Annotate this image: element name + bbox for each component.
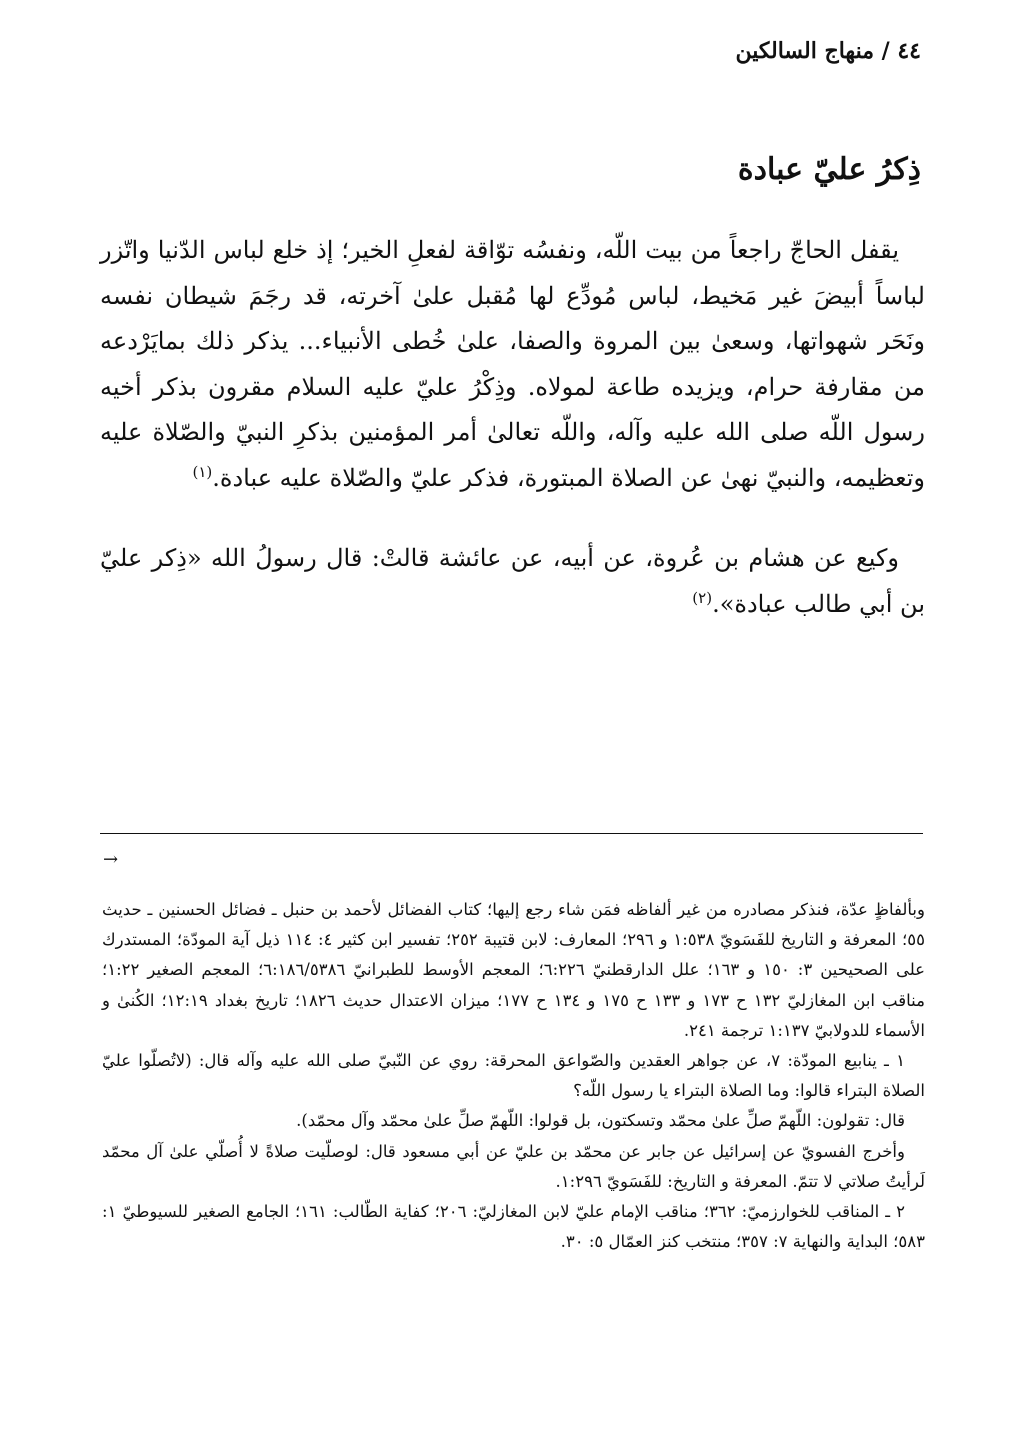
body-paragraph-2 xyxy=(100,536,925,627)
footnote-continued: وبألفاظٍ عدّة، فنذكر مصادره من غير ألفاظه فمَن شاء رجع إليها؛ كتاب الفضائل لأحمد بن حنبل ـ فضائل الحسنين ـ حديث ٥٥؛ المعرفة و التاريخ للفَسَويّ ١:٥٣٨ و ٢٩٦؛ المعارف: لابن قتيبة ٢٥٢؛ تفسير ابن كثير ٤: ١١٤ ذيل آية المودّة؛ المستدرك على الصحيحين ٣: ١٥٠ و ١٦٣؛ علل الدارقطنيّ ٦:٢٢٦؛ المعجم الأوسط للطبرانيّ ٦:١٨٦/٥٣٨٦؛ المعجم الصغير ١:٢٢؛ مناقب ابن المغازليّ ١٣٢ ح ١٧٣ و ١٣٣ ح ١٧٥ و ١٣٤ ح ١٧٧؛ ميزان الاعتدال حديث ١٨٢٦؛ تاريخ بغداد ١٢:١٩؛ الكُنىٰ و الأسماء للدولابيّ ١:١٣٧ ترجمة ٢٤١. xyxy=(102,900,926,1040)
continuation-arrow-icon: → xyxy=(103,849,119,870)
body-paragraph-1 xyxy=(100,228,925,501)
running-head: ٤٤ / منهاج السالكين xyxy=(735,38,921,64)
paragraph-2-text: وكيع عن هشام بن عُروة، عن أبيه، عن عائشة قالتْ: قال رسولُ الله «ذِكر عليّ بن أبي طالب عبادة». xyxy=(100,544,925,618)
footnote-separator xyxy=(100,833,923,834)
footnote-marker-1: (١) xyxy=(192,462,213,481)
footnote-1-part-b: قال: تقولون: اللّهمّ صلِّ علىٰ محمّد وتسكتون، بل قولوا: اللّهمّ صلِّ علىٰ محمّد وآل محمّد). xyxy=(296,1111,905,1131)
footnote-1-part-a: ١ ـ ينابيع المودّة: ٧، عن جواهر العقدين والصّواعق المحرقة: روي عن النّبيّ صلى الله عليه وآله قال: (لاتُصلّوا عليّ الصلاة البتراء قالوا: وما الصلاة البتراء يا رسول اللّه؟ xyxy=(102,1051,925,1101)
footnote-2: ٢ ـ المناقب للخوارزميّ: ٣٦٢؛ مناقب الإمام عليّ لابن المغازليّ: ٢٠٦؛ كفاية الطّالب: ١٦١؛ الجامع الصغير للسيوطيّ ١: ٥٨٣؛ البداية والنهاية ٧: ٣٥٧؛ منتخب كنز العمّال ٥: ٣٠. xyxy=(102,1202,925,1252)
paragraph-1-text: يقفل الحاجّ راجعاً من بيت اللّه، ونفسُه توّاقة لفعلِ الخير؛ إذ خلع لباس الدّنيا واتّزر لباساً أبيضَ غير مَخيط، لباس مُودِّع لها مُقبل علىٰ آخرته، قد رجَمَ شيطان نفسه ونَحَر شهواتها، وسعىٰ بين المروة والصفا، علىٰ خُطى الأنبياء... يذكر ذلك بمايَرْدعه من مقارفة حرام، ويزيده طاعة لمولاه. وذِكْرُ عليّ عليه السلام مقرون بذكر أخيه رسول اللّه صلى الله عليه وآله، واللّه تعالىٰ أمر المؤمنين بذكرِ النبيّ والصّلاة عليه وتعظيمه، والنبيّ نهىٰ عن الصلاة المبتورة، فذكر عليّ والصّلاة عليه عبادة. xyxy=(100,236,925,492)
section-title: ذِكرُ عليّ عبادة xyxy=(737,152,921,187)
footnote-marker-2: (٢) xyxy=(692,588,713,607)
footnotes xyxy=(102,895,925,1257)
footnote-1-part-c: وأخرج الفسويّ عن إسرائيل عن جابر عن محمّد بن عليّ عن أبي مسعود قال: لوصلّيت صلاةً لا أُصلّي علىٰ آل محمّد لَرأيتُ صلاتي لا تتمّ. المعرفة و التاريخ: للفَسَويّ ١:٢٩٦. xyxy=(102,1141,925,1191)
